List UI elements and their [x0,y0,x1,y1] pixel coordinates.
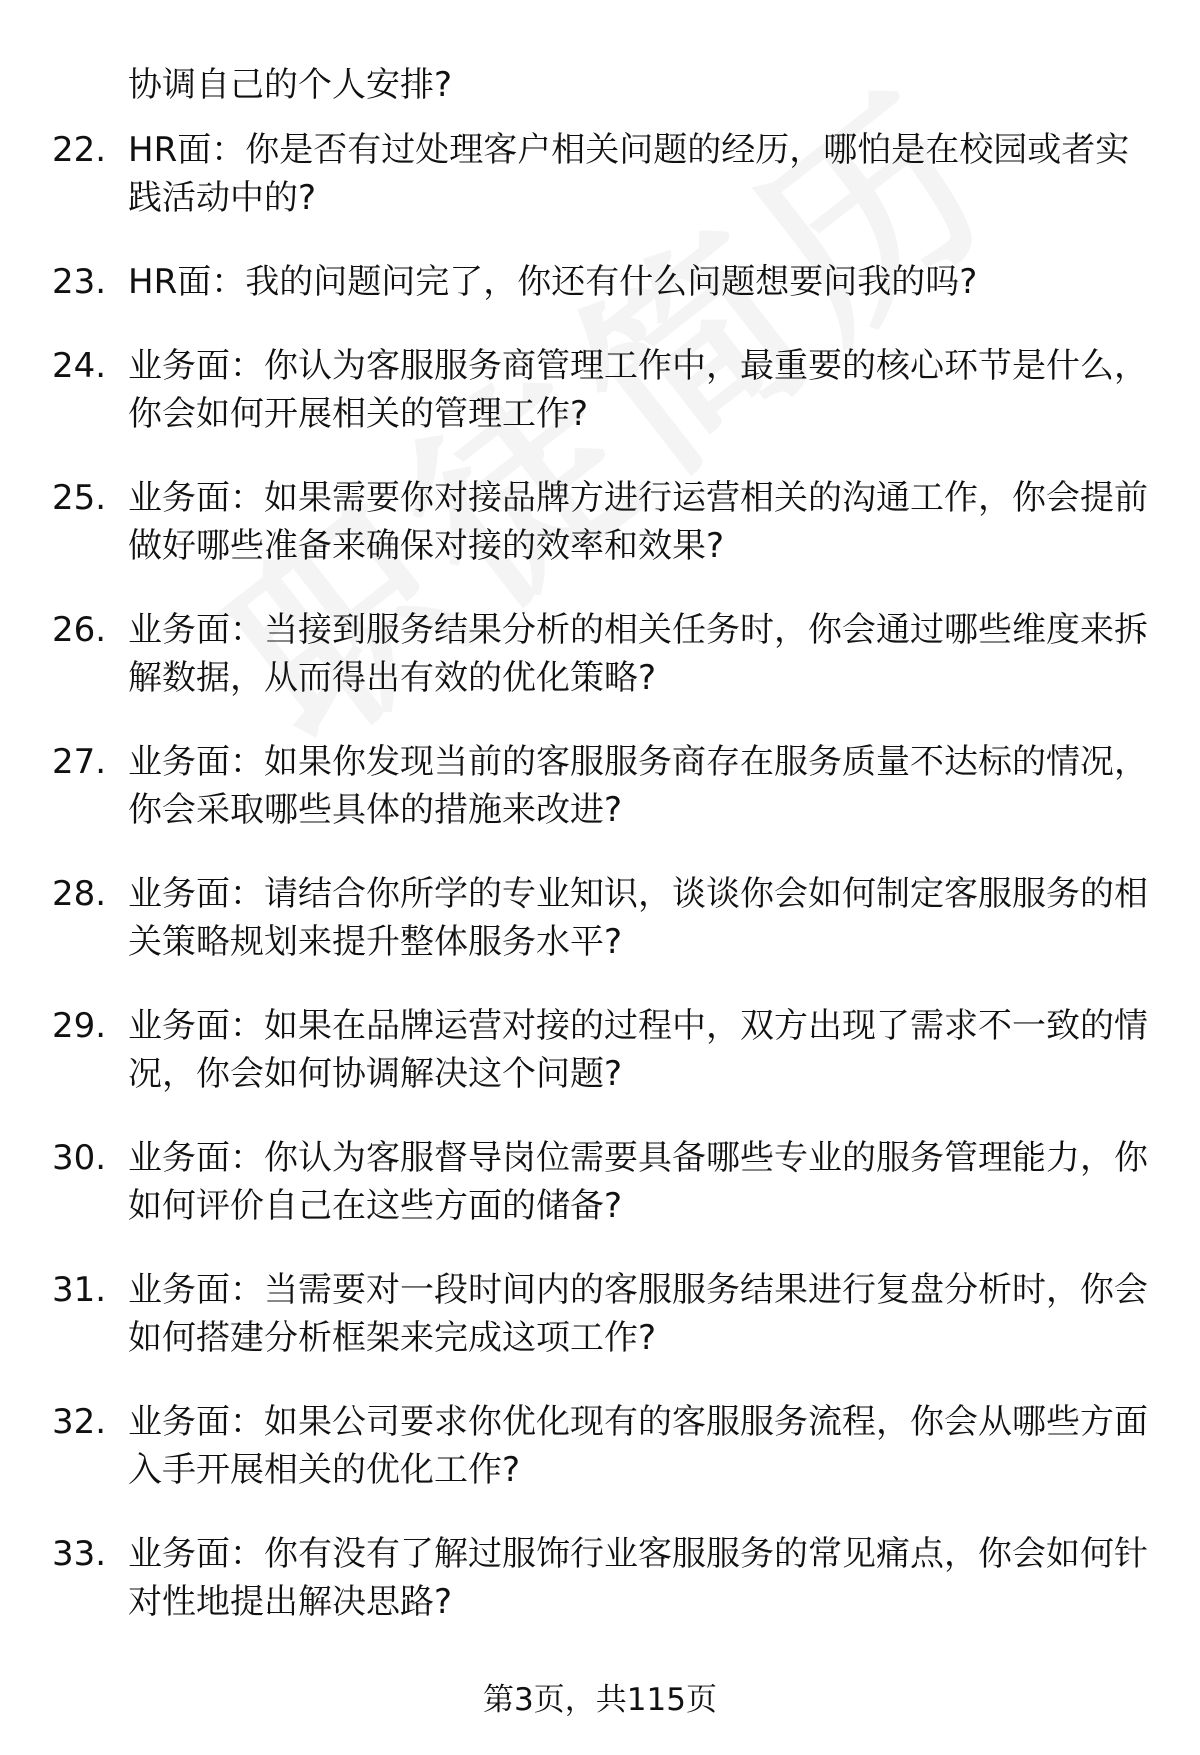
question-text: 业务面：当需要对一段时间内的客服服务结果进行复盘分析时，你会如何搭建分析框架来完成这项工作? [128,1270,1148,1358]
question-item [0,126,1200,258]
question-text: 业务面：你有没有了解过服饰行业客服服务的常见痛点，你会如何针对性地提出解决思路? [128,1534,1148,1622]
question-item [0,606,1200,738]
question-number: 28. [52,874,107,914]
question-item [0,1134,1200,1266]
question-item [0,738,1200,870]
question-number: 22. [52,130,107,170]
question-item [0,870,1200,1002]
question-item [0,1530,1200,1662]
question-item [0,1398,1200,1530]
question-text: 业务面：如果公司要求你优化现有的客服服务流程，你会从哪些方面入手开展相关的优化工作? [128,1402,1148,1490]
question-item [0,258,1200,342]
question-text: 业务面：当接到服务结果分析的相关任务时，你会通过哪些维度来拆解数据，从而得出有效的优化策略? [128,610,1148,698]
page-footer: 第3页，共115页 [483,1682,717,1718]
question-number: 23. [52,262,107,302]
question-item [0,1002,1200,1134]
question-text: 业务面：请结合你所学的专业知识，谈谈你会如何制定客服服务的相关策略规划来提升整体服务水平? [128,874,1148,962]
question-text: 业务面：如果在品牌运营对接的过程中，双方出现了需求不一致的情况，你会如何协调解决这个问题? [128,1006,1148,1094]
question-text: HR面：你是否有过处理客户相关问题的经历，哪怕是在校园或者实践活动中的? [128,130,1130,218]
question-number: 27. [52,742,107,782]
question-number: 25. [52,478,107,518]
question-number: 24. [52,346,107,386]
question-number: 30. [52,1138,107,1178]
question-text: 业务面：你认为客服服务商管理工作中，最重要的核心环节是什么，你会如何开展相关的管理工作? [128,346,1148,434]
question-text: 业务面：如果你发现当前的客服服务商存在服务质量不达标的情况，你会采取哪些具体的措施来改进? [128,742,1148,830]
question-number: 26. [52,610,107,650]
question-list [0,126,1200,1662]
question-number: 31. [52,1270,107,1310]
question-text: 业务面：如果需要你对接品牌方进行运营相关的沟通工作，你会提前做好哪些准备来确保对接的效率和效果? [128,478,1148,566]
question-number: 33. [52,1534,107,1574]
question-number: 32. [52,1402,107,1442]
question-item [0,342,1200,474]
question-number: 29. [52,1006,107,1046]
question-item [0,474,1200,606]
question-text: HR面：我的问题问完了，你还有什么问题想要问我的吗? [128,262,978,302]
question-text: 业务面：你认为客服督导岗位需要具备哪些专业的服务管理能力，你如何评价自己在这些方面的储备? [128,1138,1148,1226]
continuation-text: 协调自己的个人安排? [128,65,453,105]
question-item [0,1266,1200,1398]
